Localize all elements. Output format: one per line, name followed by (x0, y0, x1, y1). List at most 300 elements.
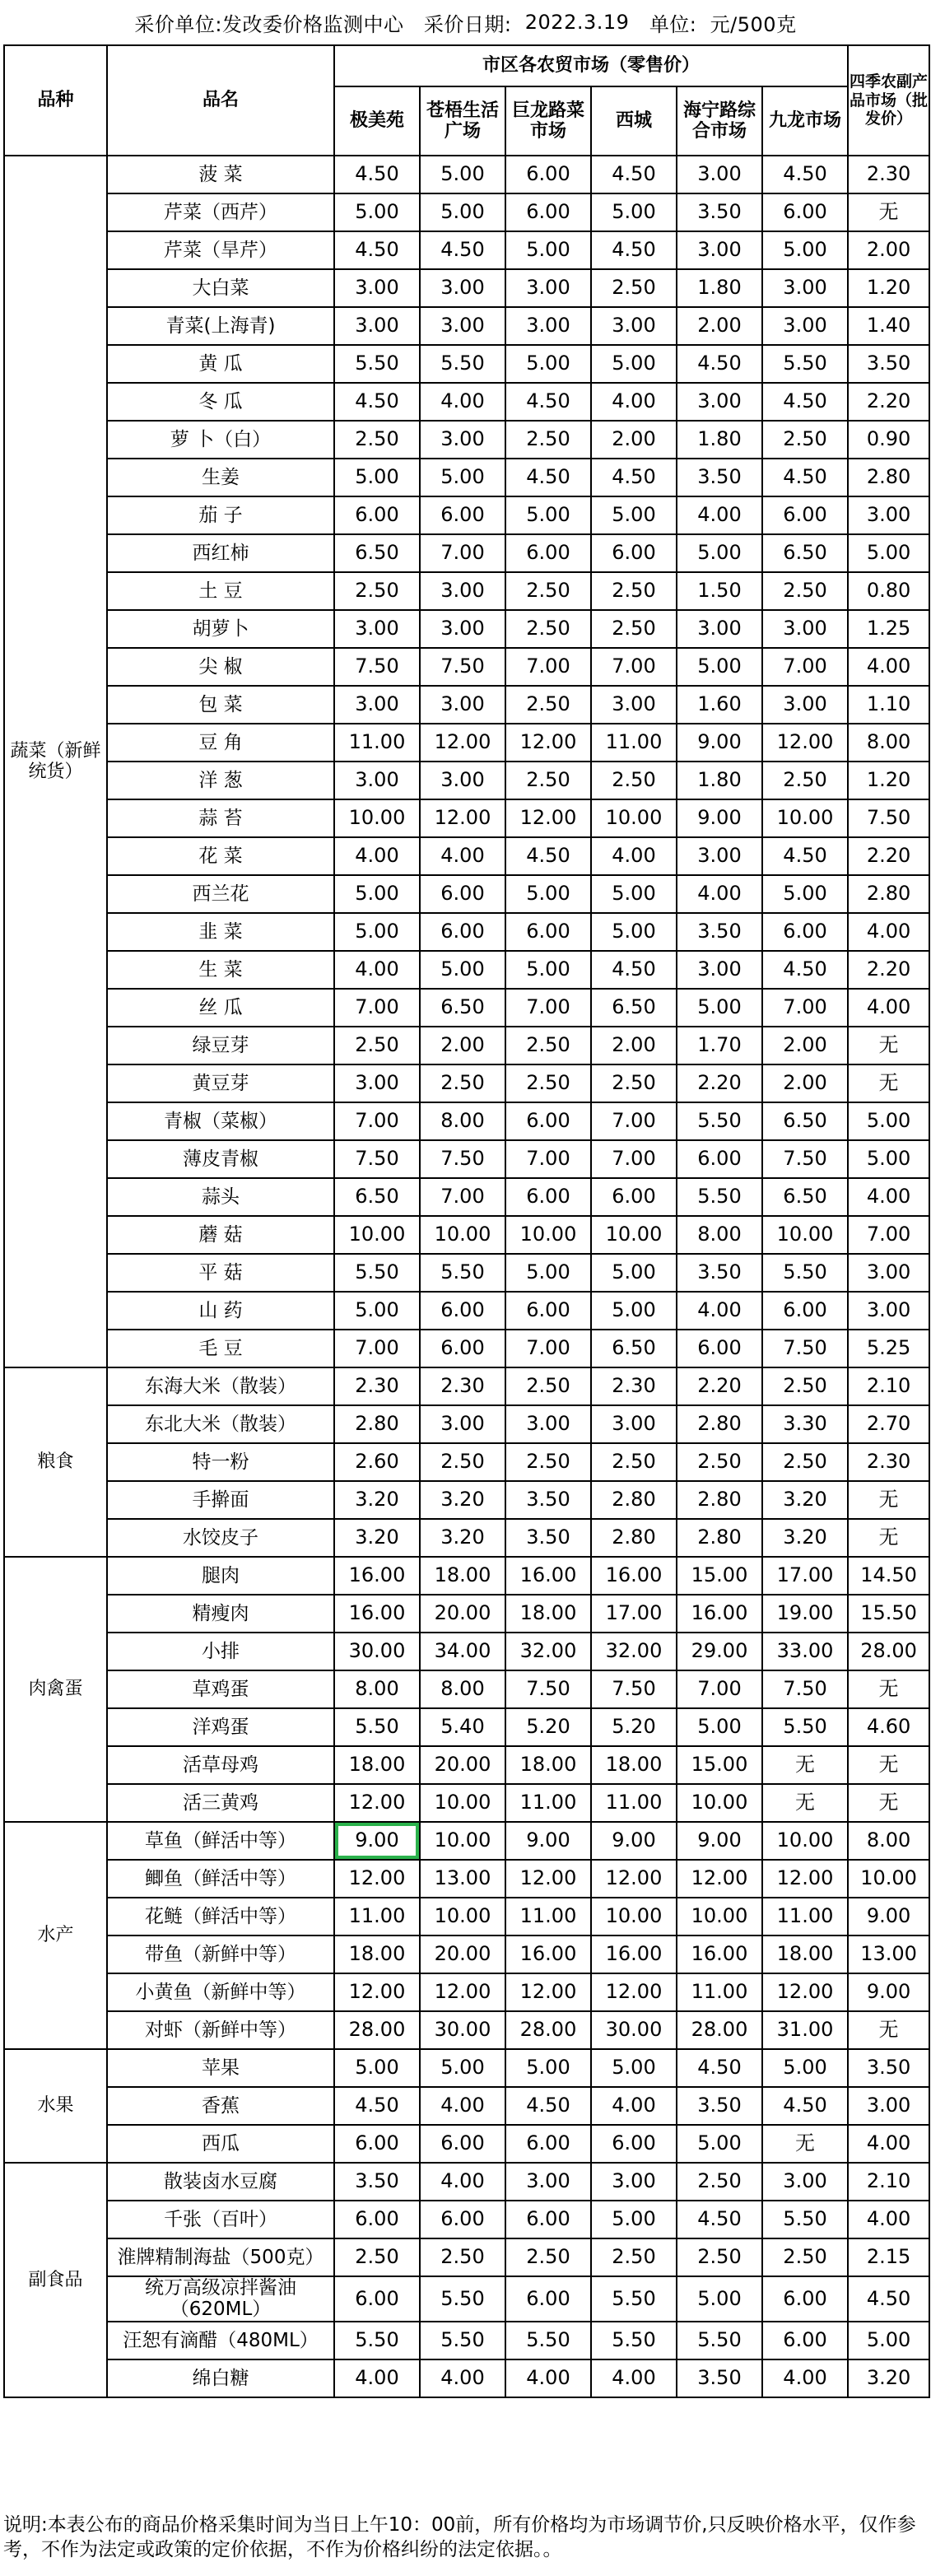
wholesale-price-cell: 1.40 (848, 307, 929, 345)
retail-price-cell: 5.00 (591, 913, 677, 951)
retail-price-cell: 4.00 (677, 875, 762, 913)
table-row (4, 1481, 929, 1519)
product-name-cell: 苹果 (107, 2049, 334, 2087)
retail-price-cell: 7.50 (591, 1670, 677, 1708)
product-name-cell: 手擀面 (107, 1481, 334, 1519)
retail-price-cell: 4.00 (420, 2087, 505, 2125)
retail-price-cell: 4.50 (505, 459, 591, 496)
wholesale-price-cell: 无 (848, 1481, 929, 1519)
product-name-cell: 青椒（菜椒） (107, 1102, 334, 1140)
product-name-cell: 尖 椒 (107, 648, 334, 686)
retail-price-cell: 18.00 (334, 1935, 420, 1973)
price-table-wrapper (3, 44, 929, 2398)
retail-price-cell: 7.50 (334, 1140, 420, 1178)
retail-price-cell: 4.50 (677, 2201, 762, 2238)
retail-price-cell: 5.00 (420, 459, 505, 496)
product-name-cell: 西兰花 (107, 875, 334, 913)
retail-price-cell: 3.20 (334, 1519, 420, 1557)
wholesale-price-cell: 4.00 (848, 1178, 929, 1216)
wholesale-price-cell: 2.20 (848, 383, 929, 421)
retail-price-cell: 4.50 (591, 231, 677, 269)
retail-price-cell: 3.00 (334, 762, 420, 799)
table-row (4, 1860, 929, 1898)
table-row (4, 2011, 929, 2049)
retail-price-cell: 11.00 (762, 1898, 848, 1935)
wholesale-price-cell: 无 (848, 1519, 929, 1557)
retail-price-cell: 6.50 (762, 534, 848, 572)
retail-price-cell: 5.00 (591, 496, 677, 534)
retail-price-cell: 2.50 (762, 572, 848, 610)
wholesale-price-cell: 1.25 (848, 610, 929, 648)
retail-price-cell: 3.00 (334, 269, 420, 307)
wholesale-price-cell: 2.30 (848, 1443, 929, 1481)
wholesale-price-cell: 2.80 (848, 459, 929, 496)
retail-price-cell: 10.00 (762, 799, 848, 837)
retail-price-cell: 3.00 (591, 1405, 677, 1443)
retail-price-cell: 3.50 (505, 1481, 591, 1519)
retail-price-cell: 5.00 (677, 648, 762, 686)
retail-price-cell: 15.00 (677, 1557, 762, 1595)
product-name-cell: 汪恕有滴醋（480ML） (107, 2322, 334, 2359)
wholesale-price-cell: 3.50 (848, 2049, 929, 2087)
product-name-cell: 芹菜（西芹） (107, 193, 334, 231)
product-name-cell: 花 菜 (107, 837, 334, 875)
retail-price-cell: 10.00 (591, 1898, 677, 1935)
retail-price-cell: 2.50 (591, 269, 677, 307)
retail-price-cell: 1.80 (677, 421, 762, 459)
market-group-header: 市区各农贸市场（零售价） (334, 45, 848, 86)
table-row (4, 875, 929, 913)
retail-price-cell: 13.00 (420, 1860, 505, 1898)
table-row (4, 231, 929, 269)
retail-price-cell: 3.50 (677, 913, 762, 951)
retail-price-cell: 18.00 (420, 1557, 505, 1595)
retail-price-cell: 5.50 (334, 1254, 420, 1292)
market-header: 西城 (591, 86, 677, 156)
retail-price-cell: 5.00 (591, 1292, 677, 1330)
retail-price-cell: 6.50 (591, 989, 677, 1027)
retail-price-cell: 4.00 (420, 837, 505, 875)
table-row (4, 1973, 929, 2011)
table-row (4, 1102, 929, 1140)
retail-price-cell: 10.00 (677, 1898, 762, 1935)
wholesale-price-cell: 无 (848, 1784, 929, 1822)
retail-price-cell: 7.00 (677, 1670, 762, 1708)
retail-price-cell: 3.00 (505, 1405, 591, 1443)
retail-price-cell: 3.50 (677, 1254, 762, 1292)
retail-price-cell: 6.00 (762, 193, 848, 231)
retail-price-cell: 4.00 (677, 1292, 762, 1330)
table-row (4, 383, 929, 421)
retail-price-cell: 16.00 (334, 1595, 420, 1633)
retail-price-cell: 5.00 (591, 193, 677, 231)
retail-price-cell: 2.50 (677, 2163, 762, 2201)
retail-price-cell: 17.00 (591, 1595, 677, 1633)
table-row (4, 345, 929, 383)
table-row (4, 1708, 929, 1746)
retail-price-cell: 5.50 (591, 2276, 677, 2322)
product-name-cell: 腿肉 (107, 1557, 334, 1595)
wholesale-price-cell: 9.00 (848, 1973, 929, 2011)
wholesale-price-cell: 无 (848, 1746, 929, 1784)
product-name-cell: 绿豆芽 (107, 1027, 334, 1064)
retail-price-cell: 2.50 (505, 610, 591, 648)
retail-price-cell: 2.80 (677, 1519, 762, 1557)
retail-price-cell: 3.20 (420, 1481, 505, 1519)
wholesale-price-cell: 14.50 (848, 1557, 929, 1595)
retail-price-cell: 2.80 (677, 1405, 762, 1443)
retail-price-cell: 10.00 (505, 1216, 591, 1254)
retail-price-cell: 5.50 (420, 2322, 505, 2359)
retail-price-cell: 6.00 (420, 1330, 505, 1367)
table-row (4, 193, 929, 231)
retail-price-cell: 6.00 (762, 913, 848, 951)
retail-price-cell: 18.00 (334, 1746, 420, 1784)
retail-price-cell: 无 (762, 1784, 848, 1822)
retail-price-cell: 3.00 (420, 610, 505, 648)
table-row (4, 762, 929, 799)
retail-price-cell: 7.00 (505, 648, 591, 686)
retail-price-cell: 7.50 (334, 648, 420, 686)
wholesale-price-cell: 3.00 (848, 1254, 929, 1292)
wholesale-price-cell: 2.10 (848, 1367, 929, 1405)
retail-price-cell: 10.00 (420, 1822, 505, 1860)
retail-price-cell: 20.00 (420, 1935, 505, 1973)
table-row (4, 1784, 929, 1822)
retail-price-cell: 11.00 (334, 1898, 420, 1935)
retail-price-cell: 6.00 (334, 496, 420, 534)
table-row (4, 1557, 929, 1595)
retail-price-cell: 12.00 (420, 799, 505, 837)
market-header: 九龙市场 (762, 86, 848, 156)
wholesale-price-cell: 28.00 (848, 1633, 929, 1670)
retail-price-cell: 2.50 (762, 762, 848, 799)
retail-price-cell: 6.00 (762, 2276, 848, 2322)
table-row (4, 2322, 929, 2359)
wholesale-price-cell: 无 (848, 193, 929, 231)
retail-price-cell: 3.00 (762, 686, 848, 724)
retail-price-cell: 4.50 (762, 951, 848, 989)
retail-price-cell: 5.50 (762, 1254, 848, 1292)
wholesale-price-cell: 5.00 (848, 534, 929, 572)
retail-price-cell: 5.20 (591, 1708, 677, 1746)
table-row (4, 951, 929, 989)
retail-price-cell: 4.00 (420, 383, 505, 421)
table-row (4, 1670, 929, 1708)
wholesale-price-cell: 无 (848, 1027, 929, 1064)
retail-price-cell: 3.00 (677, 610, 762, 648)
retail-price-cell: 5.00 (334, 2049, 420, 2087)
retail-price-cell: 5.00 (420, 193, 505, 231)
product-name-cell: 东海大米（散装） (107, 1367, 334, 1405)
retail-price-cell: 6.00 (334, 2125, 420, 2163)
wholesale-price-cell: 4.60 (848, 1708, 929, 1746)
retail-price-cell: 3.00 (505, 2163, 591, 2201)
product-name-cell: 黄 瓜 (107, 345, 334, 383)
retail-price-cell: 4.50 (591, 951, 677, 989)
retail-price-cell: 5.50 (677, 2322, 762, 2359)
wholesale-price-cell: 5.00 (848, 1102, 929, 1140)
retail-price-cell: 6.00 (420, 875, 505, 913)
retail-price-cell: 12.00 (334, 1784, 420, 1822)
selected-price-cell: 9.00 (334, 1822, 420, 1860)
retail-price-cell: 3.00 (591, 686, 677, 724)
wholesale-price-cell: 4.00 (848, 2201, 929, 2238)
retail-price-cell: 5.00 (334, 193, 420, 231)
retail-price-cell: 20.00 (420, 1746, 505, 1784)
wholesale-price-cell: 2.00 (848, 231, 929, 269)
retail-price-cell: 3.00 (420, 572, 505, 610)
retail-price-cell: 5.00 (505, 951, 591, 989)
table-row (4, 2049, 929, 2087)
retail-price-cell: 5.00 (762, 231, 848, 269)
retail-price-cell: 2.50 (420, 1443, 505, 1481)
retail-price-cell: 2.50 (505, 2238, 591, 2276)
retail-price-cell: 15.00 (677, 1746, 762, 1784)
retail-price-cell: 4.00 (420, 2163, 505, 2201)
retail-price-cell: 8.00 (420, 1670, 505, 1708)
retail-price-cell: 3.00 (505, 269, 591, 307)
retail-price-cell: 4.50 (762, 156, 848, 193)
table-row (4, 2238, 929, 2276)
category-header: 品种 (4, 45, 107, 156)
wholesale-price-cell: 5.00 (848, 1140, 929, 1178)
retail-price-cell: 6.00 (505, 193, 591, 231)
product-name-cell: 蒜 苔 (107, 799, 334, 837)
retail-price-cell: 3.00 (677, 156, 762, 193)
retail-price-cell: 2.50 (591, 762, 677, 799)
retail-price-cell: 10.00 (591, 799, 677, 837)
retail-price-cell: 5.00 (762, 2049, 848, 2087)
retail-price-cell: 2.50 (762, 1443, 848, 1481)
retail-price-cell: 2.30 (334, 1367, 420, 1405)
wholesale-price-cell: 4.00 (848, 648, 929, 686)
retail-price-cell: 5.50 (334, 1708, 420, 1746)
retail-price-cell: 11.00 (591, 724, 677, 762)
retail-price-cell: 5.00 (334, 913, 420, 951)
retail-price-cell: 2.50 (505, 1064, 591, 1102)
retail-price-cell: 2.30 (420, 1367, 505, 1405)
retail-price-cell: 10.00 (420, 1784, 505, 1822)
retail-price-cell: 10.00 (334, 799, 420, 837)
product-name-cell: 香蕉 (107, 2087, 334, 2125)
table-row (4, 913, 929, 951)
wholesale-price-cell: 4.50 (848, 2276, 929, 2322)
table-row (4, 837, 929, 875)
market-header: 极美苑 (334, 86, 420, 156)
retail-price-cell: 6.00 (505, 2201, 591, 2238)
name-header: 品名 (107, 45, 334, 156)
retail-price-cell: 12.00 (420, 724, 505, 762)
wholesale-price-cell: 无 (848, 2011, 929, 2049)
product-name-cell: 生姜 (107, 459, 334, 496)
table-row (4, 1330, 929, 1367)
retail-price-cell: 4.00 (505, 2359, 591, 2397)
collector-value: 发改委价格监测中心 (222, 12, 404, 36)
retail-price-cell: 2.00 (762, 1064, 848, 1102)
wholesale-price-cell: 0.80 (848, 572, 929, 610)
retail-price-cell: 6.00 (505, 156, 591, 193)
product-name-cell: 平 菇 (107, 1254, 334, 1292)
product-name-cell: 黄豆芽 (107, 1064, 334, 1102)
wholesale-price-cell: 1.10 (848, 686, 929, 724)
retail-price-cell: 5.00 (591, 345, 677, 383)
retail-price-cell: 3.00 (762, 610, 848, 648)
retail-price-cell: 4.00 (591, 2359, 677, 2397)
retail-price-cell: 2.00 (591, 421, 677, 459)
retail-price-cell: 16.00 (591, 1557, 677, 1595)
retail-price-cell: 7.00 (334, 1330, 420, 1367)
retail-price-cell: 4.50 (334, 156, 420, 193)
table-row (4, 534, 929, 572)
table-row (4, 1405, 929, 1443)
retail-price-cell: 2.50 (505, 1027, 591, 1064)
retail-price-cell: 2.50 (505, 686, 591, 724)
table-row (4, 1595, 929, 1633)
retail-price-cell: 3.50 (677, 193, 762, 231)
retail-price-cell: 4.00 (591, 837, 677, 875)
retail-price-cell: 5.00 (505, 496, 591, 534)
table-row (4, 269, 929, 307)
price-table (3, 44, 930, 2398)
retail-price-cell: 6.00 (762, 496, 848, 534)
retail-price-cell: 34.00 (420, 1633, 505, 1670)
product-name-cell: 包 菜 (107, 686, 334, 724)
retail-price-cell: 1.80 (677, 762, 762, 799)
product-name-cell: 豆 角 (107, 724, 334, 762)
retail-price-cell: 12.00 (591, 1860, 677, 1898)
price-unit-value: 元/500克 (710, 12, 797, 36)
retail-price-cell: 6.00 (762, 2322, 848, 2359)
retail-price-cell: 10.00 (762, 1822, 848, 1860)
retail-price-cell: 6.50 (334, 534, 420, 572)
retail-price-cell: 6.00 (334, 2276, 420, 2322)
retail-price-cell: 32.00 (505, 1633, 591, 1670)
retail-price-cell: 5.00 (420, 951, 505, 989)
retail-price-cell: 3.00 (334, 686, 420, 724)
retail-price-cell: 7.00 (505, 989, 591, 1027)
retail-price-cell: 2.50 (591, 2238, 677, 2276)
retail-price-cell: 2.20 (677, 1064, 762, 1102)
retail-price-cell: 3.00 (591, 307, 677, 345)
retail-price-cell: 4.00 (677, 496, 762, 534)
table-row (4, 799, 929, 837)
retail-price-cell: 7.00 (334, 1102, 420, 1140)
wholesale-price-cell: 5.25 (848, 1330, 929, 1367)
wholesale-price-cell: 2.20 (848, 951, 929, 989)
retail-price-cell: 7.00 (420, 534, 505, 572)
retail-price-cell: 11.00 (505, 1784, 591, 1822)
retail-price-cell: 3.00 (677, 383, 762, 421)
retail-price-cell: 4.50 (334, 2087, 420, 2125)
wholesale-price-cell: 3.00 (848, 496, 929, 534)
retail-price-cell: 2.60 (334, 1443, 420, 1481)
market-header: 苍梧生活广场 (420, 86, 505, 156)
product-name-cell: 冬 瓜 (107, 383, 334, 421)
retail-price-cell: 5.50 (420, 2276, 505, 2322)
retail-price-cell: 2.80 (591, 1481, 677, 1519)
retail-price-cell: 30.00 (334, 1633, 420, 1670)
retail-price-cell: 2.80 (334, 1405, 420, 1443)
wholesale-header: 四季农副产品市场（批发价） (848, 45, 929, 156)
table-row (4, 1178, 929, 1216)
retail-price-cell: 5.50 (591, 2322, 677, 2359)
product-name-cell: 千张（百叶） (107, 2201, 334, 2238)
retail-price-cell: 7.00 (591, 1102, 677, 1140)
product-name-cell: 统万高级凉拌酱油（620ML） (107, 2276, 334, 2322)
retail-price-cell: 33.00 (762, 1633, 848, 1670)
product-name-cell: 菠 菜 (107, 156, 334, 193)
product-name-cell: 东北大米（散装） (107, 1405, 334, 1443)
table-row (4, 2087, 929, 2125)
retail-price-cell: 2.50 (591, 1443, 677, 1481)
table-row (4, 1027, 929, 1064)
retail-price-cell: 28.00 (677, 2011, 762, 2049)
product-name-cell: 小排 (107, 1633, 334, 1670)
retail-price-cell: 2.50 (505, 572, 591, 610)
product-name-cell: 芹菜（旱芹） (107, 231, 334, 269)
retail-price-cell: 12.00 (505, 1973, 591, 2011)
retail-price-cell: 6.00 (591, 2125, 677, 2163)
table-row (4, 2201, 929, 2238)
retail-price-cell: 4.50 (591, 459, 677, 496)
retail-price-cell: 5.00 (762, 875, 848, 913)
retail-price-cell: 2.50 (334, 572, 420, 610)
product-name-cell: 薄皮青椒 (107, 1140, 334, 1178)
wholesale-price-cell: 2.30 (848, 156, 929, 193)
retail-price-cell: 18.00 (591, 1746, 677, 1784)
retail-price-cell: 2.50 (334, 421, 420, 459)
retail-price-cell: 2.00 (420, 1027, 505, 1064)
retail-price-cell: 1.80 (677, 269, 762, 307)
product-name-cell: 特一粉 (107, 1443, 334, 1481)
retail-price-cell: 9.00 (591, 1822, 677, 1860)
wholesale-price-cell: 4.00 (848, 989, 929, 1027)
wholesale-price-cell: 5.00 (848, 2322, 929, 2359)
retail-price-cell: 1.70 (677, 1027, 762, 1064)
retail-price-cell: 2.00 (677, 307, 762, 345)
retail-price-cell: 3.30 (762, 1405, 848, 1443)
retail-price-cell: 16.00 (505, 1557, 591, 1595)
retail-price-cell: 2.50 (591, 610, 677, 648)
retail-price-cell: 4.50 (505, 837, 591, 875)
wholesale-price-cell: 10.00 (848, 1860, 929, 1898)
wholesale-price-cell: 9.00 (848, 1898, 929, 1935)
retail-price-cell: 6.00 (420, 2125, 505, 2163)
table-row (4, 1519, 929, 1557)
retail-price-cell: 4.00 (334, 2359, 420, 2397)
retail-price-cell: 12.00 (762, 1973, 848, 2011)
table-row (4, 610, 929, 648)
retail-price-cell: 16.00 (677, 1595, 762, 1633)
retail-price-cell: 5.40 (420, 1708, 505, 1746)
product-name-cell: 大白菜 (107, 269, 334, 307)
retail-price-cell: 4.00 (334, 837, 420, 875)
retail-price-cell: 4.00 (762, 2359, 848, 2397)
table-row (4, 1633, 929, 1670)
table-row (4, 2359, 929, 2397)
retail-price-cell: 5.00 (505, 2049, 591, 2087)
table-row (4, 1822, 929, 1860)
retail-price-cell: 4.50 (762, 459, 848, 496)
retail-price-cell: 2.50 (591, 572, 677, 610)
retail-price-cell: 5.00 (677, 2276, 762, 2322)
retail-price-cell: 5.00 (334, 459, 420, 496)
table-body (4, 156, 929, 2397)
retail-price-cell: 3.00 (420, 1405, 505, 1443)
retail-price-cell: 4.50 (591, 156, 677, 193)
retail-price-cell: 7.00 (505, 1140, 591, 1178)
